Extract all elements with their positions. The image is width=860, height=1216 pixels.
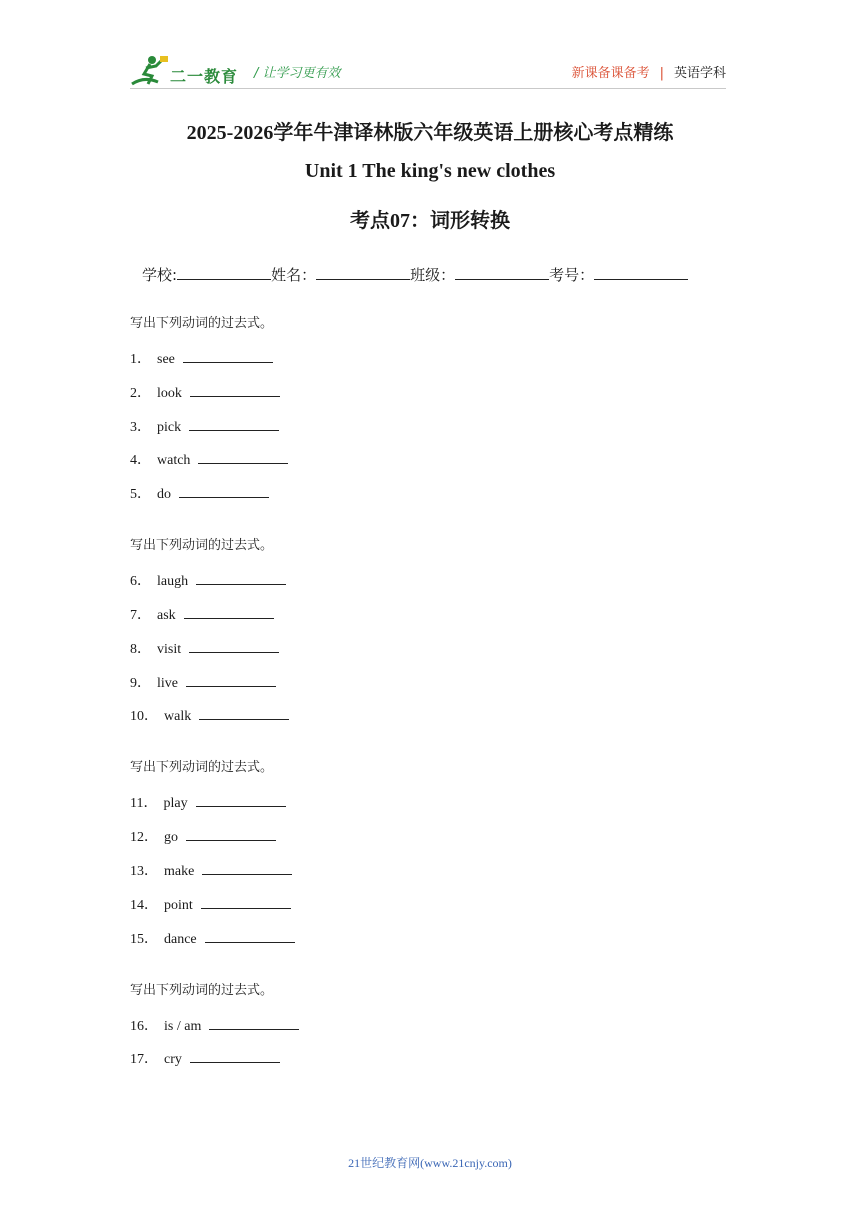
question-number: 11． <box>130 796 158 812</box>
topic-title: 考点07：词形转换 <box>350 210 510 232</box>
question-item <box>130 416 730 436</box>
exercise-section <box>130 981 730 1069</box>
answer-blank[interactable] <box>183 348 273 363</box>
question-item <box>130 348 730 368</box>
question-number: 4． <box>130 453 151 469</box>
question-word: make <box>164 863 195 879</box>
page-header <box>130 50 726 90</box>
question-word: dance <box>164 931 197 947</box>
course-tag: 新课备课备考 <box>571 66 650 81</box>
question-item <box>130 672 730 692</box>
question-number: 6． <box>130 574 151 590</box>
answer-blank[interactable] <box>179 483 269 498</box>
tag-divider: | <box>659 66 664 81</box>
answer-blank[interactable] <box>202 860 292 875</box>
answer-blank[interactable] <box>190 382 280 397</box>
section-instruction: 写出下列动词的过去式。 <box>130 316 274 331</box>
answer-blank[interactable] <box>205 928 295 943</box>
answer-blank[interactable] <box>196 570 286 585</box>
question-item <box>130 483 730 503</box>
question-number: 14． <box>130 897 158 913</box>
number-label: 考号： <box>549 266 595 284</box>
unit-title: Unit 1 The king's new clothes <box>304 160 556 182</box>
question-item <box>130 604 730 624</box>
name-blank[interactable] <box>316 265 410 280</box>
question-word: ask <box>157 607 176 623</box>
question-word: point <box>164 897 193 913</box>
document-title: 2025-2026学年牛津译林版六年级英语上册核心考点精练 <box>186 122 674 144</box>
answer-blank[interactable] <box>209 1015 299 1030</box>
question-number: 12． <box>130 830 158 846</box>
question-item <box>130 1015 730 1035</box>
question-item <box>130 638 730 658</box>
answer-blank[interactable] <box>196 792 286 807</box>
question-word: live <box>157 675 178 691</box>
student-info <box>142 264 688 285</box>
question-word: look <box>157 385 182 401</box>
header-divider <box>130 88 726 89</box>
question-number: 3． <box>130 419 151 435</box>
question-word: do <box>157 487 171 503</box>
question-number: 16． <box>130 1018 158 1034</box>
exercise-section <box>130 758 730 947</box>
runner-icon <box>130 54 170 90</box>
question-item <box>130 382 730 402</box>
exercise-content <box>130 314 730 1101</box>
question-number: 8． <box>130 641 151 657</box>
subject-tag: 英语学科 <box>673 66 726 81</box>
question-number: 5． <box>130 487 151 503</box>
question-number: 9． <box>130 675 151 691</box>
answer-blank[interactable] <box>186 672 276 687</box>
school-blank[interactable] <box>177 265 271 280</box>
name-label: 姓名： <box>271 266 317 284</box>
question-word: is / am <box>164 1018 202 1034</box>
exercise-section <box>130 536 730 725</box>
question-item <box>130 705 730 725</box>
question-word: watch <box>157 453 191 469</box>
school-label: 学校: <box>142 266 178 284</box>
question-word: cry <box>164 1052 182 1068</box>
answer-blank[interactable] <box>189 416 279 431</box>
question-item <box>130 928 730 948</box>
page-footer: 21世纪教育网(www.21cnjy.com) <box>348 1156 512 1170</box>
question-item <box>130 894 730 914</box>
question-number: 10． <box>130 709 158 725</box>
question-word: visit <box>157 641 182 657</box>
question-item <box>130 792 730 812</box>
question-number: 13． <box>130 863 158 879</box>
answer-blank[interactable] <box>190 1048 280 1063</box>
answer-blank[interactable] <box>199 705 289 720</box>
number-blank[interactable] <box>594 265 688 280</box>
header-tags <box>572 62 726 81</box>
brand-logo <box>130 54 242 90</box>
answer-blank[interactable] <box>189 638 279 653</box>
class-label: 班级： <box>410 266 456 284</box>
question-word: pick <box>157 419 182 435</box>
question-item <box>130 570 730 590</box>
question-word: walk <box>164 709 192 725</box>
section-instruction: 写出下列动词的过去式。 <box>130 538 274 554</box>
question-number: 2． <box>130 385 151 401</box>
question-word: laugh <box>157 574 189 590</box>
answer-blank[interactable] <box>186 826 276 841</box>
logo-text: 二一教育 <box>170 67 239 86</box>
answer-blank[interactable] <box>184 604 274 619</box>
slogan: / 让学习更有效 <box>254 66 341 81</box>
answer-blank[interactable] <box>198 449 288 464</box>
question-number: 17． <box>130 1052 158 1068</box>
question-item <box>130 860 730 880</box>
section-instruction: 写出下列动词的过去式。 <box>130 982 274 998</box>
question-number: 1． <box>130 352 151 367</box>
question-word: go <box>164 830 178 846</box>
question-item <box>130 449 730 469</box>
section-instruction: 写出下列动词的过去式。 <box>130 760 274 776</box>
class-blank[interactable] <box>455 265 549 280</box>
question-word: play <box>163 796 188 812</box>
question-word: see <box>157 352 175 367</box>
question-item <box>130 1048 730 1068</box>
question-number: 15． <box>130 931 158 947</box>
question-item <box>130 826 730 846</box>
question-number: 7． <box>130 607 151 623</box>
exercise-section <box>130 314 730 503</box>
answer-blank[interactable] <box>201 894 291 909</box>
